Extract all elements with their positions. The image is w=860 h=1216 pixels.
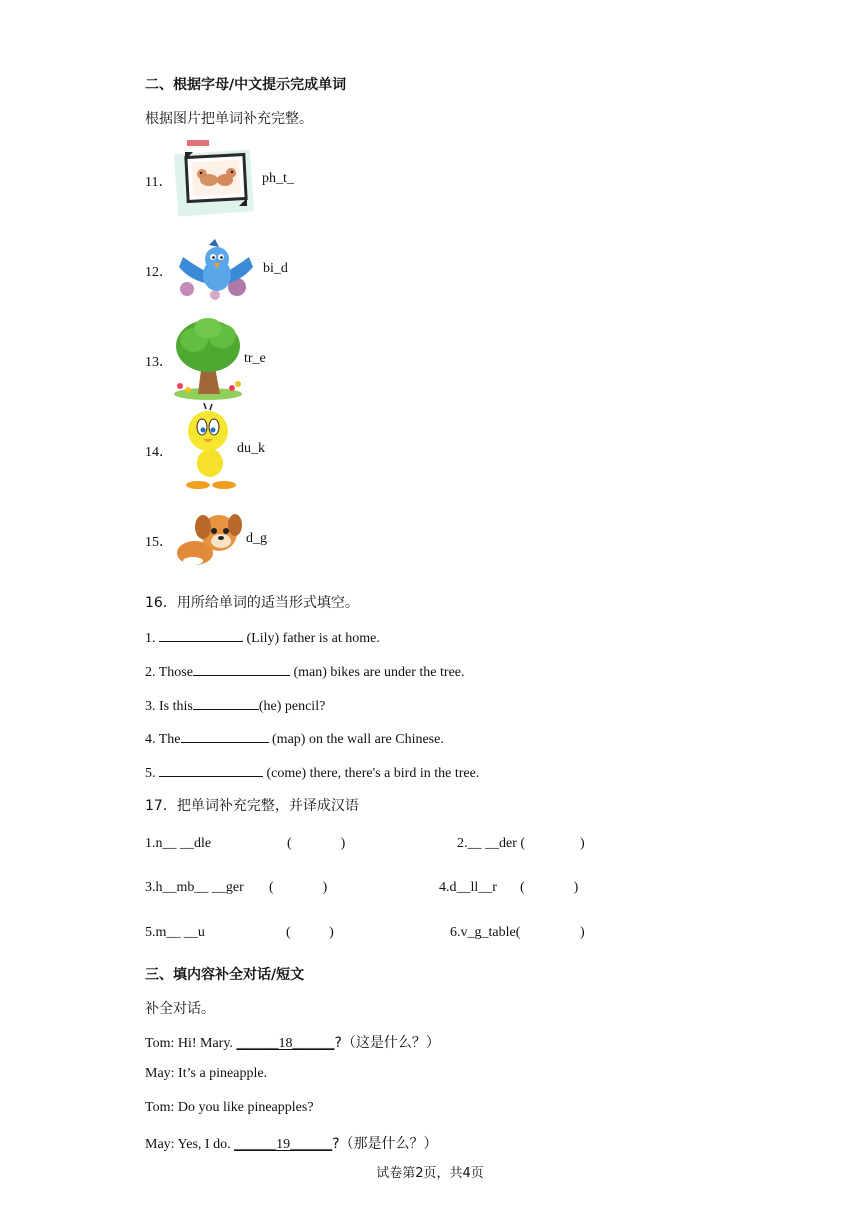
q16-line-3-prefix: 3. Is this — [145, 699, 193, 714]
item-11-number: 11． — [145, 175, 173, 190]
item-11-word: ph_t_ — [262, 171, 294, 186]
q17-item-6-word: 6.v_g_table( — [450, 925, 521, 940]
duck-picture — [176, 403, 240, 489]
photo-picture — [173, 138, 257, 218]
q16-line-4 — [145, 728, 444, 748]
item-15-word: d_g — [246, 531, 267, 546]
section-3-instruction: 补全对话。 — [145, 1001, 215, 1017]
q16-line-3 — [145, 695, 325, 715]
q16-line-4-hint: (map) on the wall are Chinese. — [268, 732, 444, 747]
dialog-line-1-hint: ?（这是什么？） — [334, 1035, 440, 1051]
dialog-line-4-hint: ?（那是什么？） — [332, 1136, 438, 1152]
q16-line-1-prefix: 1. — [145, 631, 159, 646]
q16-line-2 — [145, 661, 465, 681]
q17-title: 17．把单词补充完整，并译成汉语 — [145, 798, 359, 814]
q17-item-4-word: 4.d__ll__r — [439, 880, 497, 895]
dog-picture — [173, 509, 243, 569]
section-2-instruction: 根据图片把单词补充完整。 — [145, 111, 313, 127]
q17-item-2-word: 2.__ __der ( — [457, 836, 526, 851]
section-3-title: 三、填内容补全对话/短文 — [145, 967, 305, 983]
q16-blank-5[interactable] — [159, 762, 263, 777]
q16-line-1-hint: (Lily) father is at home. — [243, 631, 380, 646]
item-12-word: bi_d — [263, 261, 288, 276]
q16-blank-1[interactable] — [159, 627, 243, 642]
page-footer: 试卷第2页，共4页 — [376, 1166, 484, 1181]
q17-item-4-answer[interactable]: ( ) — [520, 880, 579, 895]
q16-line-2-prefix: 2. Those — [145, 665, 193, 680]
item-12-number: 12． — [145, 265, 173, 280]
q16-line-5 — [145, 762, 479, 782]
tree-picture — [172, 316, 244, 400]
q16-line-5-hint: (come) there, there's a bird in the tree. — [263, 766, 480, 781]
dialog-line-3: Tom: Do you like pineapples? — [145, 1100, 314, 1115]
q17-item-5-answer[interactable]: ( ) — [286, 925, 334, 940]
item-14-word: du_k — [237, 441, 265, 456]
q16-line-2-hint: (man) bikes are under the tree. — [289, 665, 465, 680]
q17-item-1-answer[interactable]: ( ) — [287, 836, 346, 851]
item-13-number: 13． — [145, 355, 173, 370]
q17-item-3-answer[interactable]: ( ) — [269, 880, 328, 895]
dialog-line-4 — [145, 1133, 438, 1153]
bird-picture — [175, 237, 255, 303]
dialog-line-2: May: It’s a pineapple. — [145, 1066, 268, 1081]
q16-line-4-prefix: 4. The — [145, 732, 181, 747]
dialog-line-1-text: Tom: Hi! Mary. — [145, 1036, 237, 1051]
q16-line-5-prefix: 5. — [145, 766, 159, 781]
dialog-blank-18[interactable]: ______18______ — [236, 1036, 335, 1051]
q17-item-2-answer[interactable]: ) — [531, 836, 585, 851]
q16-line-3-hint: (he) pencil? — [258, 699, 326, 714]
dialog-blank-19[interactable]: ______19______ — [234, 1137, 333, 1152]
q17-item-5-word: 5.m__ __u — [145, 925, 205, 940]
dialog-line-1 — [145, 1032, 440, 1052]
q16-blank-2[interactable] — [193, 661, 290, 676]
q16-title: 16．用所给单词的适当形式填空。 — [145, 595, 359, 611]
q16-blank-4[interactable] — [181, 728, 269, 743]
q17-item-6-answer[interactable]: ) — [524, 925, 585, 940]
item-15-number: 15． — [145, 535, 173, 550]
dialog-line-4-text: May: Yes, I do. — [145, 1137, 235, 1152]
item-14-number: 14． — [145, 445, 173, 460]
section-2-title: 二、根据字母/中文提示完成单词 — [145, 77, 347, 93]
item-13-word: tr_e — [244, 351, 266, 366]
q16-line-1 — [145, 627, 380, 647]
q17-item-3-word: 3.h__mb__ __ger — [145, 880, 244, 895]
q17-item-1-word: 1.n__ __dle — [145, 836, 212, 851]
q16-blank-3[interactable] — [193, 695, 259, 710]
